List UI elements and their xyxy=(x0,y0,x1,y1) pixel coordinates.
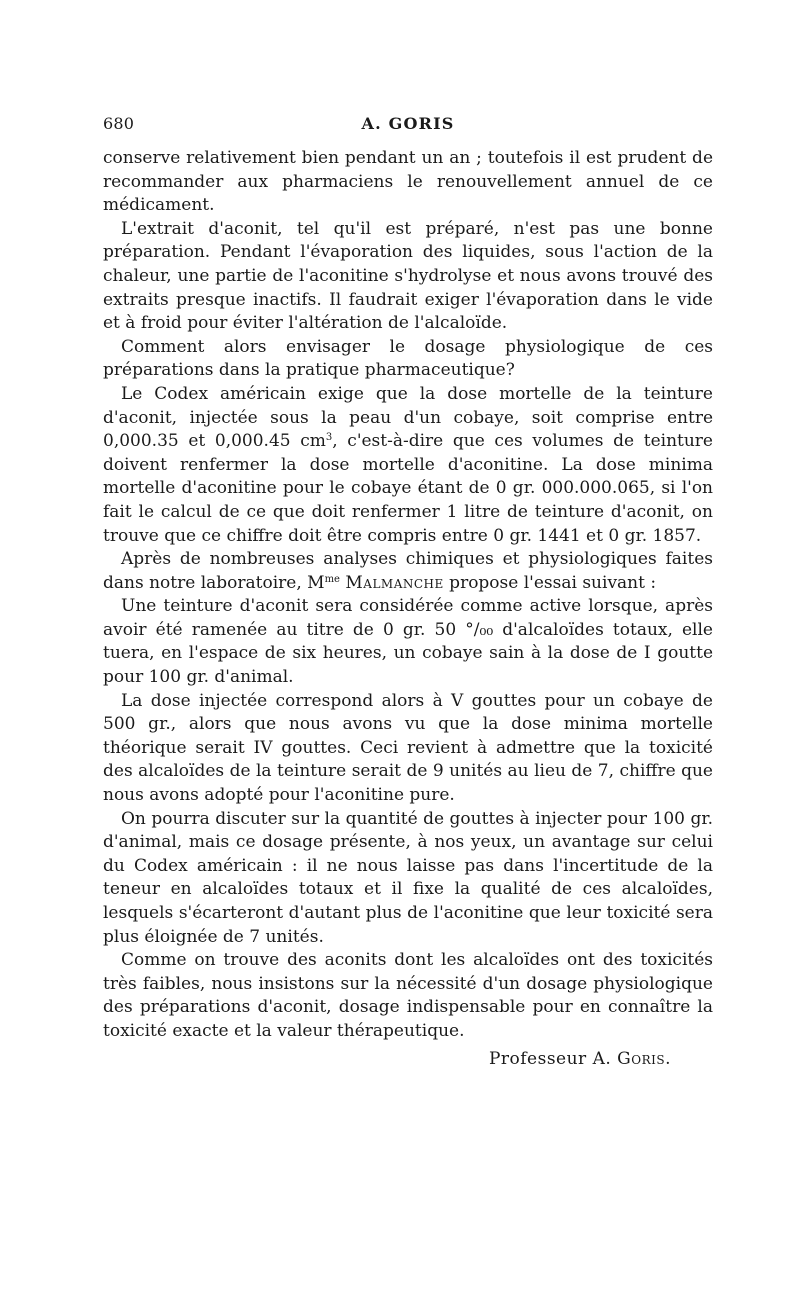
codex-text-b: , c'est-à-dire que ces volumes de teinture doivent renfermer la dose mortelle d'aconitine. La dose minima mortelle d'aconitine pour le cobaye étant de 0 gr. 000.000.065, si l'on fait le calcul de ce que doit renfermer 1 litre de teinture d'aconit, on trouve que ce chiffre doit être compris entre 0 gr. 1441 et 0 gr. 1857. xyxy=(103,431,713,546)
paragraph-conclusion: Comme on trouve des aconits dont les alcaloïdes ont des toxicités très faibles, nous insistons sur la nécessité d'un dosage physiologique des préparations d'aconit, dosage indispensable pour en connaître la toxicité exacte et la valeur thérapeutique. xyxy=(103,950,713,1041)
signature xyxy=(103,1048,671,1072)
paragraph-question: Comment alors envisager le dosage physiologique de ces préparations dans la pratique pharmaceutique? xyxy=(103,336,713,381)
madame-superscript: me xyxy=(324,573,340,585)
signature-name: Goris. xyxy=(617,1048,671,1069)
paragraph-extrait-aconit: L'extrait d'aconit, tel qu'il est préparé, n'est pas une bonne préparation. Pendant l'évaporation des liquides, sous l'action de la chaleur, une partie de l'aconitine s'hydrolyse et nous avons trouvé des extraits presque inactifs. Il faudrait exiger l'évaporation dans le vide et à froid pour éviter l'altération de l'alcaloïde. xyxy=(103,218,713,334)
paragraph-dose-injectee: La dose injectée correspond alors à V gouttes pour un cobaye de 500 gr., alors que nous avons vu que la dose minima mortelle théorique serait IV gouttes. Ceci revient à admettre que la toxicité des alcaloïdes de la teinture serait de 9 unités au lieu de 7, chiffre que nous avons adopté pour l'aconitine pure. xyxy=(103,690,713,806)
cubic-superscript: 3 xyxy=(325,432,333,444)
body-text xyxy=(103,147,713,1071)
running-title: A. GORIS xyxy=(361,114,455,133)
laboratoire-text-a: Après de nombreuses analyses chimiques et physiologiques faites dans notre laboratoire, M xyxy=(103,549,713,593)
paragraph-essai: Une teinture d'aconit sera considérée comme active lorsque, après avoir été ramenée au titre de 0 gr. 50 °/₀₀ d'alcaloïdes totaux, elle tuera, en l'espace de six heures, un cobaye sain à la dose de I goutte pour 100 gr. d'animal. xyxy=(103,596,713,688)
codex-text-a: Le Codex américain exige que la dose mortelle de la teinture d'aconit, injectée sous la peau d'un cobaye, soit comprise entre 0,000.35 et 0,000.45 cm xyxy=(103,383,713,452)
page-header xyxy=(103,114,713,136)
laboratoire-text-b: propose l'essai suivant : xyxy=(443,572,657,593)
paragraph-laboratoire xyxy=(103,548,713,595)
paragraph-codex-americain xyxy=(103,383,713,548)
author-name-malmanche: Malmanche xyxy=(345,572,444,593)
paragraph-discussion: On pourra discuter sur la quantité de gouttes à injecter pour 100 gr. d'animal, mais ce dosage présente, à nos yeux, un avantage sur celui du Codex américain : il ne nous laisse pas dans l'incertitude de la teneur en alcaloïdes totaux et il fixe la qualité de ces alcaloïdes, lesquels s'écarteront d'autant plus de l'aconitine que leur toxicité sera plus éloignée de 7 unités. xyxy=(103,808,713,947)
signature-prefix: Professeur A. xyxy=(488,1048,618,1069)
page-number: 680 xyxy=(103,114,135,133)
paragraph-continuation: conserve relativement bien pendant un an ; toutefois il est prudent de recommander aux pharmaciens le renouvellement annuel de ce médicament. xyxy=(103,148,713,216)
